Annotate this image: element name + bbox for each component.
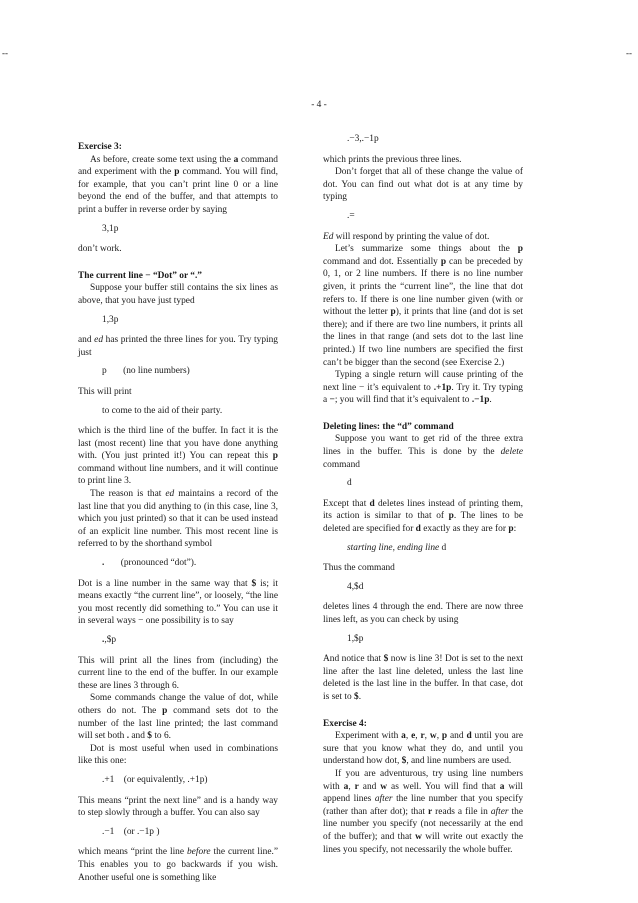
command-example: .= xyxy=(347,210,355,221)
body-paragraph: If you are adventurous, try using line numbers with a, r and w as well. You will find that a will append lines after the line number that you specify (rather than after dot); that r reads a file in after the line number you specify (not necessarily at the end of the buffer); and that w will write out exactly the lines you specify, not necessarily the whole buffer. xyxy=(323,768,524,855)
body-paragraph: And notice that $ now is line 3! Dot is set to the next line after the last line deleted, unless the last line deleted is the last line in the buffer. In that case, dot is set to $. xyxy=(323,654,523,702)
body-paragraph: This means “print the next line” and is a handy way to step slowly through a buffer. You can also say xyxy=(78,795,278,819)
command-example: 4,$d xyxy=(347,581,364,592)
body-paragraph: This will print all the lines from (including) the current line to the end of the buffer. In our example these are lines 3 through 6. xyxy=(78,655,278,691)
command-example: .+1 (or equivalently, .+1p) xyxy=(102,774,208,785)
body-paragraph: Ed will respond by printing the value of dot. xyxy=(323,231,490,242)
body-paragraph: Suppose you want to get rid of the three extra lines in the buffer. This is done by the delete command xyxy=(323,434,523,470)
body-paragraph: Some commands change the value of dot, while others do not. The p command sets dot to the number of the last line printed; the last command will set both . and $ to 6. xyxy=(78,693,279,742)
page-number: - 4 - xyxy=(311,100,327,110)
body-paragraph: This will print xyxy=(78,386,132,397)
body-paragraph: As before, create some text using the a command and experiment with the p command. You will find, for example, that you can’t print line 0 or a line beyond the end of the buffer, and that attempts to print a buffer in reverse order by saying xyxy=(78,154,278,215)
body-paragraph: which means “print the line before the current line.” This enables you to go backwards if you wish. Another useful one is something like xyxy=(78,847,278,883)
body-paragraph: deletes lines 4 through the end. There are now three lines left, as you can check by using xyxy=(323,602,523,625)
section-heading: The current line − “Dot” or “.” xyxy=(78,270,202,281)
body-paragraph: and ed has printed the three lines for you. Try typing just xyxy=(78,335,278,358)
body-paragraph: which is the third line of the buffer. In fact it is the last (most recent) line that you have done anything with. (You just printed it!) You can repeat this p command without line numbers, and it will continue to print line 3. xyxy=(78,426,278,487)
body-paragraph: don’t work. xyxy=(78,244,122,255)
body-paragraph: Dot is a line number in the same way that $ is; it means exactly “the current line”, or loosely, “the line you most recently did something to.” You can use it in several ways − one possibility is to say xyxy=(78,578,278,627)
body-paragraph: Experiment with a, e, r, w, p and d until you are sure that you know what they do, and until you understand how dot, $, and line numbers are used. xyxy=(323,731,524,767)
command-example: . (pronounced “dot”). xyxy=(102,558,197,569)
left-column xyxy=(78,133,278,884)
body-paragraph: The reason is that ed maintains a record of the last line that you did anything to (in this case, line 3, which you just printed) so that it can be used instead of an explicit line number. This most recent line is referred to by the shorthand symbol xyxy=(78,489,278,550)
page-corner-mark-right: -- xyxy=(626,48,632,58)
body-paragraph: which prints the previous three lines. xyxy=(323,154,462,165)
command-example: .−1 (or .−1p ) xyxy=(102,826,160,837)
body-paragraph: Suppose your buffer still contains the six lines as above, that you have just typed xyxy=(78,283,278,306)
body-paragraph: Don’t forget that all of these change the value of dot. You can find out what dot is at any time by typing xyxy=(323,167,523,203)
command-example: 1,3p xyxy=(102,314,119,325)
command-example: starting line, ending line d xyxy=(347,542,447,553)
body-paragraph: Let’s summarize some things about the p command and dot. Essentially p can be preceded by 0, 1, or 2 line numbers. If there is no line number given, it prints the “current line”, the line that dot refers to. If there is one line number given (with or without the letter p), it prints that line (and dot is set there); and if there are two line numbers, it prints all the lines in that range (and sets dot to the last line printed.) If two line numbers are specified the first can’t be bigger than the second (see Exercise 2.) xyxy=(323,244,524,368)
command-example: p (no line numbers) xyxy=(102,366,190,377)
command-example: 3,1p xyxy=(102,223,119,234)
section-heading: Deleting lines: the “d” command xyxy=(323,421,454,432)
right-column xyxy=(323,133,523,856)
body-paragraph: Typing a single return will cause printing of the next line − it’s equivalent to .+1p. Try it. Try typing a −; you will find that it’s equivalent to .−1p. xyxy=(323,370,523,406)
section-heading: Exercise 4: xyxy=(323,718,367,729)
body-paragraph: Except that d deletes lines instead of printing them, its action is similar to that of p. The lines to be deleted are specified for d exactly as they are for p: xyxy=(323,498,523,535)
command-example: d xyxy=(347,478,352,489)
command-example: .−3,.−1p xyxy=(347,134,379,144)
body-paragraph: Dot is most useful when used in combinations like this one: xyxy=(78,743,278,767)
section-heading: Exercise 3: xyxy=(78,142,122,152)
command-example: to come to the aid of their party. xyxy=(102,405,223,416)
body-paragraph: Thus the command xyxy=(323,563,395,574)
command-example: 1,$p xyxy=(347,633,364,644)
page-corner-mark-left: -- xyxy=(2,48,8,58)
command-example: .,$p xyxy=(102,635,117,645)
